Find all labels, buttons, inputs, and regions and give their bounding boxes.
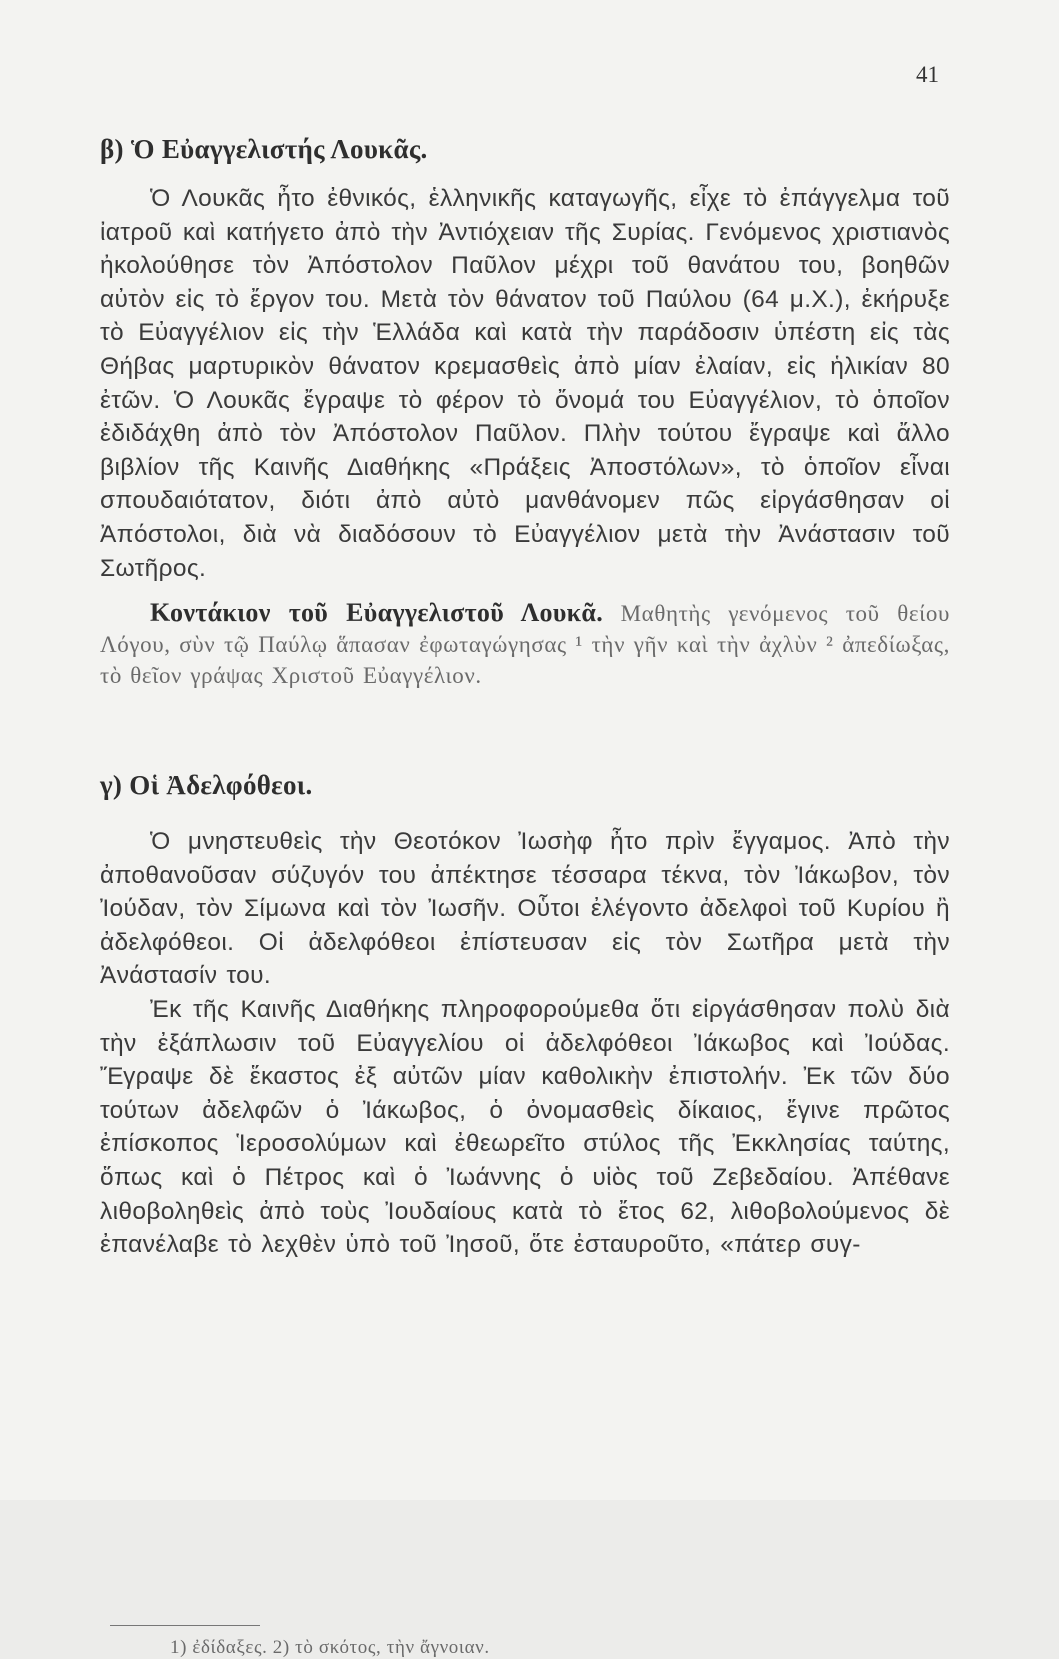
page-number: 41 xyxy=(916,62,939,87)
section-heading-luke: β) Ὁ Εὐαγγελιστής Λουκᾶς. xyxy=(100,134,428,164)
paragraph-james-and-jude: Ἐκ τῆς Καινῆς Διαθήκης πληροφορούμεθα ὅτι εἰργάσθησαν πολὺ διὰ τὴν ἐξάπλωσιν τοῦ Εὐαγγελίου οἱ ἀδελφόθεοι Ἰάκωβος καὶ Ἰούδας. Ἔγραψε δὲ ἕκαστος ἐξ αὐτῶν μίαν καθολικὴν ἐπιστολήν. Ἐκ τῶν δύο τούτων ἀδελφῶν ὁ Ἰάκωβος, ὁ ὀνομασθεὶς δίκαιος, ἔγινε πρῶτος ἐπίσκοπος Ἱεροσολύμων καὶ ἐθεωρεῖτο στύλος τῆς Ἐκκλησίας ταύτης, ὅπως καὶ ὁ Πέτρος καὶ ὁ Ἰωάννης ὁ υἱὸς τοῦ Ζεβεδαίου. Ἀπέθανε λιθοβοληθεὶς ἀπὸ τοὺς Ἰουδαίους κατὰ τὸ ἔτος 62, λιθοβολούμενος δὲ ἐπανέλαβε τὸ λεχθὲν ὑπὸ τοῦ Ἰησοῦ, ὅτε ἐσταυροῦτο, «πάτερ συγ- xyxy=(100,995,950,1259)
footnote-divider xyxy=(110,1625,260,1626)
footnotes: 1) ἐδίδαξες. 2) τὸ σκότος, τὴν ἄγνοιαν. xyxy=(170,1637,490,1658)
paragraph-joseph-children: Ὁ μνηστευθεὶς τὴν Θεοτόκον Ἰωσὴφ ἦτο πρὶν ἔγγαμος. Ἀπὸ τὴν ἀποθανοῦσαν σύζυγόν του ἀπέκτησε τέσσαρα τέκνα, τὸν Ἰάκωβον, τὸν Ἰούδαν, τὸν Σίμωνα καὶ τὸν Ἰωσῆν. Οὗτοι ἐλέγοντο ἀδελφοὶ τοῦ Κυρίου ἢ ἀδελφόθεοι. Οἱ ἀδελφόθεοι ἐπίστευσαν εἰς τὸν Σωτῆρα μετὰ τὴν Ἀνάστασίν του. xyxy=(100,828,950,990)
kontakion-text: Μαθητὴς γενόμενος τοῦ θείου Λόγου, σὺν τῷ Παύλῳ ἅπασαν ἐφωταγώγησας ¹ τὴν γῆν καὶ τὴν ἀχλὺν ² ἀπεδίωξας, τὸ θεῖον γράψας Χριστοῦ Εὐαγγέλιον. xyxy=(100,601,950,689)
kontakion-of-luke xyxy=(100,597,950,691)
kontakion-title: Κοντάκιον τοῦ Εὐαγγελιστοῦ Λουκᾶ. xyxy=(150,598,603,628)
section-heading-brothers: γ) Οἱ Ἀδελφόθεοι. xyxy=(100,770,313,800)
section-evangelist-luke xyxy=(100,134,950,691)
paragraph-luke-biography: Ὁ Λουκᾶς ἦτο ἐθνικός, ἑλληνικῆς καταγωγῆς, εἶχε τὸ ἐπάγγελμα τοῦ ἰατροῦ καὶ κατήγετο ἀπὸ τὴν Ἀντιόχειαν τῆς Συρίας. Γενόμενος χριστιανὸς ἠκολούθησε τὸν Ἀπόστολον Παῦλον μέχρι τοῦ θανάτου του, βοηθῶν αὐτὸν εἰς τὸ ἔργον του. Μετὰ τὸν θάνατον τοῦ Παύλου (64 μ.Χ.), ἐκήρυξε τὸ Εὐαγγέλιον εἰς τὴν Ἑλλάδα καὶ κατὰ τὴν παράδοσιν ὑπέστη εἰς τὰς Θήβας μαρτυρικὸν θάνατον κρεμασθεὶς ἀπὸ μίαν ἐλαίαν, εἰς ἡλικίαν 80 ἐτῶν. Ὁ Λουκᾶς ἔγραψε τὸ φέρον τὸ ὄνομά του Εὐαγγέλιον, τὸ ὁποῖον ἐδιδάχθη ἀπὸ τὸν Ἀπόστολον Παῦλον. Πλὴν τούτου ἔγραψε καὶ ἄλλο βιβλίον τῆς Καινῆς Διαθήκης «Πράξεις Ἀποστόλων», τὸ ὁποῖον εἶναι σπουδαιότατον, διότι ἀπὸ αὐτὸ μανθάνομεν πῶς εἰργάσθησαν οἱ Ἀπόστολοι, διὰ νὰ διαδόσουν τὸ Εὐαγγέλιον μετὰ τὴν Ἀνάστασιν τοῦ Σωτῆρος. xyxy=(100,185,950,582)
section-brothers-of-the-lord xyxy=(100,770,950,1262)
